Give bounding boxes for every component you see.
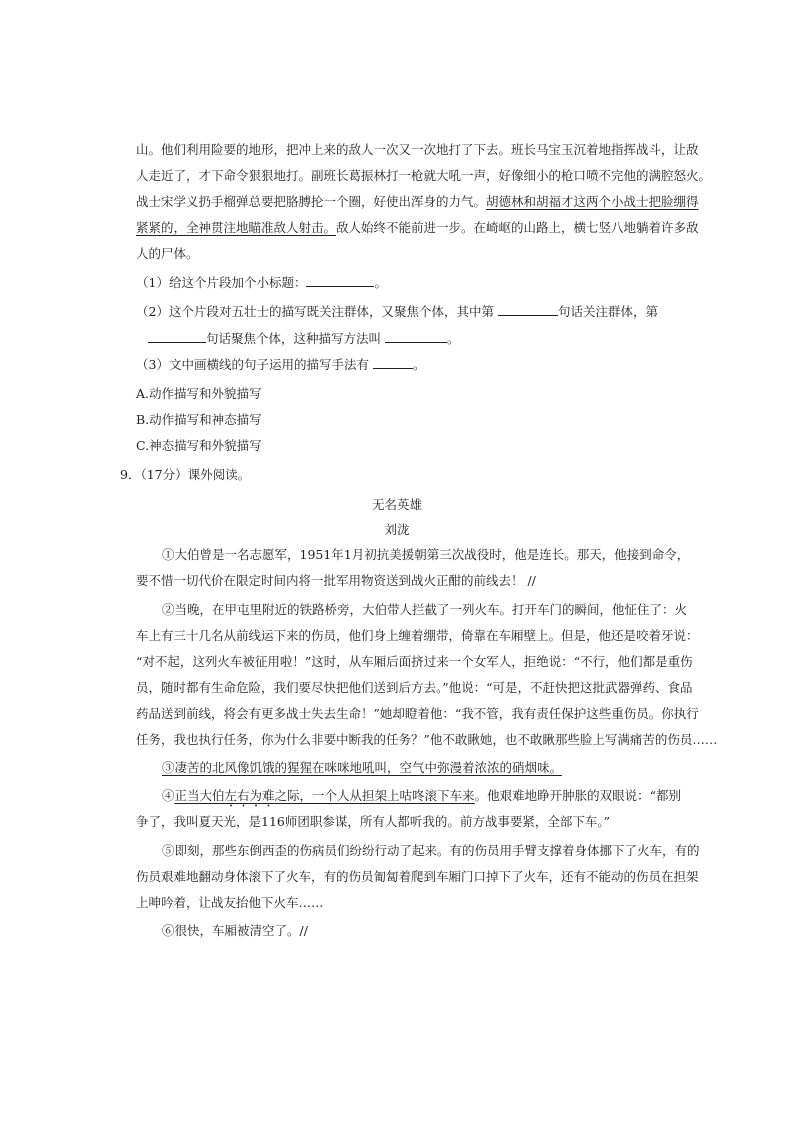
para-4-line-2: 争了，我叫夏天光，是116师团职参谋，所有人都听我的。前方战事要紧，全部下车。”: [136, 814, 611, 829]
para-6: ⑥很快，车厢被清空了。//: [162, 923, 308, 938]
question-8-3-end: 。: [412, 357, 426, 372]
question-8-1-text: （1）给这个片段加个小标题：: [136, 275, 307, 290]
story-author: 刘泷: [384, 522, 410, 537]
question-8-1: [136, 274, 387, 292]
question-9-header: 9．（17分）课外阅读。: [120, 467, 251, 482]
para-4-dotted-phrase: 左右为难: [224, 788, 275, 803]
answer-blank[interactable]: [373, 356, 413, 369]
para-4-rest: 。他艰难地睁开肿胀的双眼说：“都别: [474, 788, 681, 803]
para-2-line-4: 员，随时都有生命危险，我们要尽快把他们送到后方去。”他说：“可是，不赶快把这批武器弹药、食品: [136, 680, 693, 695]
answer-blank[interactable]: [148, 330, 206, 343]
passage-line-3-text: 战士宋学义扔手榴弹总要把胳膊抡一个圈，好使出浑身的力气。: [136, 194, 487, 209]
underlined-sentence-part-1: 胡德林和胡福才这两个小战士把脸绷得: [486, 194, 699, 209]
para-3-underlined: ③凄苦的北风像饥饿的猩猩在咪咪地吼叫，空气中弥漫着浓浓的硝烟味。: [162, 760, 563, 775]
para-4-underlined-2: 之际，一个人从担架上咕咚滚下车来: [274, 788, 475, 803]
passage-line-1: 山。他们利用险要的地形，把冲上来的敌人一次又一次地打了下去。班长马宝玉沉着地指挥战斗，让敌: [136, 142, 699, 157]
para-2-line-2: 车上有三十几名从前线运下来的伤员，他们身上缠着绷带，倚靠在车厢壁上。但是，他还是咬着牙说：: [136, 628, 699, 643]
passage-line-5: 人的尸体。: [136, 246, 199, 261]
passage-line-4: [136, 219, 699, 237]
question-8-3-text: （3）文中画横线的句子运用的描写手法有: [136, 357, 369, 372]
para-2-line-3: “对不起，这列火车被征用啦！”这时，从车厢后面挤过来一个女军人，拒绝说：“不行，他们都是重伤: [136, 654, 693, 669]
answer-blank[interactable]: [306, 274, 374, 287]
question-8-2-end: 。: [447, 331, 460, 346]
para-4-line-1: [162, 787, 681, 805]
passage-line-4-text: 敌人始终不能前进一步。在崎岖的山路上，横七竖八地躺着许多敌: [336, 220, 699, 235]
answer-blank[interactable]: [498, 303, 558, 316]
para-1-line-1: ①大伯曾是一名志愿军，1951年1月初抗美援朝第三次战役时，他是连长。那天，他接到命令，: [162, 547, 690, 562]
para-5-line-1: ⑤即刻，那些东倒西歪的伤病员们纷纷行动了起来。有的伤员用手臂支撑着身体挪下了火车，有的: [162, 843, 700, 858]
story-title: 无名英雄: [371, 497, 422, 512]
para-1-line-2: 要不惜一切代价在限定时间内将一批军用物资送到战火正酣的前线去！ //: [136, 573, 536, 588]
question-8-2: [136, 303, 658, 321]
para-2-line-1: ②当晚，在甲屯里附近的铁路桥旁，大伯带人拦截了一列火车。打开车门的瞬间，他怔住了：火: [162, 602, 688, 617]
para-4-number: ④: [162, 788, 175, 803]
question-8-3: [136, 356, 425, 374]
passage-line-3: [136, 193, 699, 211]
para-3: [162, 759, 562, 777]
question-8-2-cont-text: 句话聚焦个体，这种描写方法叫: [206, 331, 382, 346]
answer-blank[interactable]: [385, 330, 447, 343]
para-2-line-6: 任务，我也执行任务，你为什么非要中断我的任务？”他不敢瞅她，也不敢瞅那些脸上写满痛苦的伤员……: [136, 732, 718, 747]
para-5-line-3: 上呻吟着，让战友抬他下火车……: [136, 895, 324, 910]
option-b[interactable]: B.动作描写和神态描写: [136, 412, 262, 427]
passage-line-2: 人走近了，才下命令狠狠地打。副班长葛振林打一枪就大吼一声，好像细小的枪口喷不完他的满腔怒火。: [136, 168, 712, 183]
underlined-sentence-part-2: 紧紧的，全神贯注地瞄准敌人射击。: [136, 220, 337, 235]
question-8-2-cont: [148, 330, 460, 348]
para-5-line-2: 伤员艰难地翻动身体滚下了火车，有的伤员匍匐着爬到车厢门口掉下了火车，还有不能动的伤员在担架: [136, 869, 699, 884]
option-c[interactable]: C.神态描写和外貌描写: [136, 438, 262, 453]
para-4-underlined-1: 正当大伯: [174, 788, 225, 803]
option-a[interactable]: A.动作描写和外貌描写: [136, 386, 262, 401]
question-8-2-mid: 句话关注群体，第: [557, 304, 658, 319]
question-8-1-end: 。: [374, 275, 387, 290]
para-2-line-5: 药品送到前线，将会有更多战士失去生命！”她却瞪着他：“我不管，我有责任保护这些重伤员。你执行: [136, 706, 699, 721]
question-8-2-text: （2）这个片段对五壮士的描写既关注群体，又聚焦个体，其中第: [136, 304, 494, 319]
